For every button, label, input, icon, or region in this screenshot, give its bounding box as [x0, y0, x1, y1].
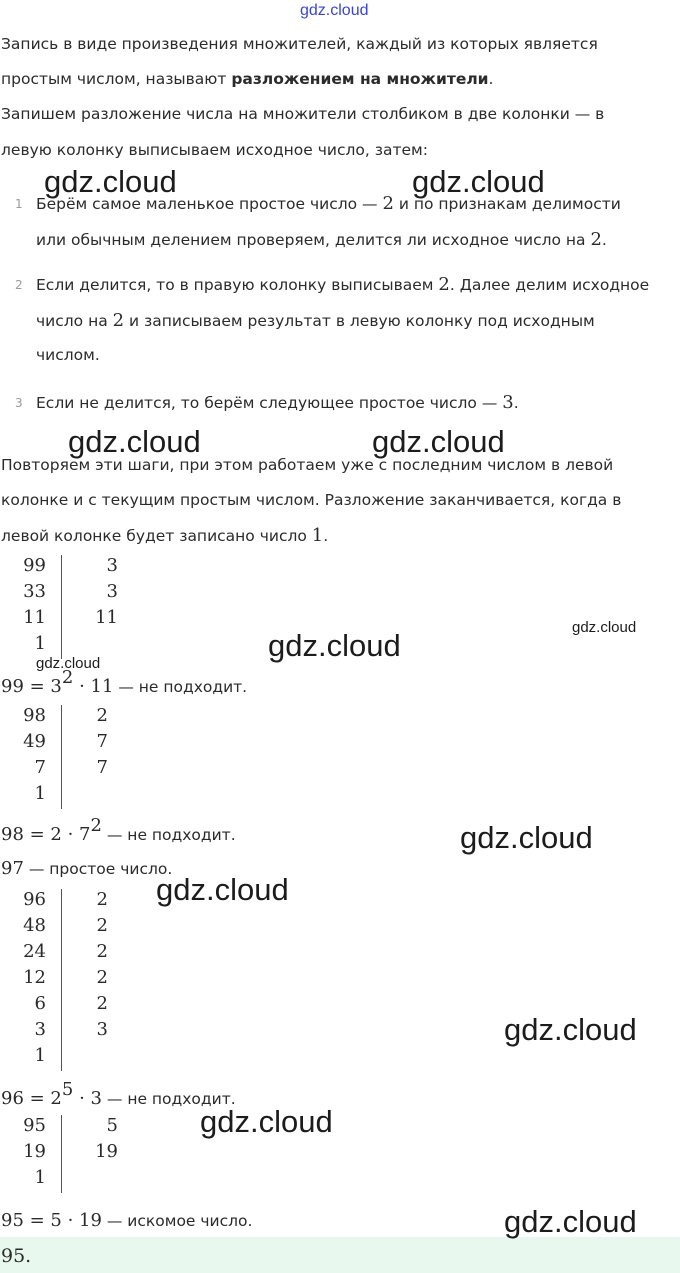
table-96-right-3: 2: [96, 967, 108, 988]
step-1-number: 1: [15, 197, 23, 211]
result-99-math-b: · 11: [73, 676, 114, 697]
table-96-left-1: 48: [23, 915, 46, 936]
watermark: gdz.cloud: [200, 1104, 333, 1139]
table-99-divider: [61, 555, 62, 659]
step-3-line-1: [36, 392, 519, 413]
table-99-left-3: 1: [34, 633, 46, 654]
result-96-text: — не подходит.: [101, 1090, 236, 1108]
repeat-line-1: Повторяем эти шаги, при этом работаем уже с последним числом в левой: [1, 456, 614, 474]
table-98-left-1: 49: [23, 731, 46, 752]
watermark: gdz.cloud: [460, 820, 593, 855]
intro-line-2: [1, 69, 493, 89]
step-2-text-c: число на: [36, 312, 113, 330]
table-99-right-2: 11: [95, 607, 118, 628]
answer-box: [0, 1237, 680, 1273]
result-95-text: — искомое число.: [101, 1212, 253, 1230]
result-95: [1, 1210, 252, 1231]
result-98-exp: 2: [90, 815, 102, 836]
result-97-text: — простое число.: [23, 860, 173, 878]
table-96-right-2: 2: [96, 941, 108, 962]
result-95-math: 95 = 5 · 19: [1, 1210, 102, 1231]
repeat-line-3: [1, 526, 328, 546]
result-96-math-a: 96 = 2: [1, 1088, 62, 1109]
repeat-text-b: .: [323, 527, 329, 545]
step-3-number: 3: [15, 396, 23, 410]
table-99-left-0: 99: [23, 555, 46, 576]
answer-value: 95.: [1, 1245, 32, 1267]
table-98-divider: [61, 705, 62, 809]
watermark: gdz.cloud: [572, 619, 637, 636]
table-99-left-2: 11: [23, 607, 46, 628]
step-2-number: 2: [15, 278, 23, 292]
step-3-text-a: Если не делится, то берём следующее простое число —: [36, 394, 503, 412]
term-factorization: разложением на множители: [231, 70, 489, 88]
result-97-math: 97: [1, 858, 24, 879]
result-98: [1, 815, 236, 845]
step-1-math-a: 2: [382, 193, 394, 214]
intro-line-1: Запись в виде произведения множителей, каждый из которых является: [1, 35, 598, 53]
step-2-text-d: и записываем результат в левую колонку под исходным: [124, 312, 595, 330]
table-95-right-0: 5: [106, 1115, 118, 1136]
table-96-left-2: 24: [23, 941, 46, 962]
result-99-exp: 2: [61, 667, 74, 688]
step-3-text-b: .: [513, 394, 519, 412]
table-95-right-1: 19: [95, 1141, 118, 1162]
step-2-line-3: числом.: [36, 346, 100, 364]
table-96-right-0: 2: [96, 889, 108, 910]
table-95-left-1: 19: [23, 1141, 46, 1162]
table-98-left-2: 7: [34, 757, 46, 778]
step-1-text-c: или обычным делением проверяем, делится ли исходное число на: [36, 231, 591, 249]
top-watermark: gdz.cloud: [300, 2, 369, 19]
table-99-left-1: 33: [23, 581, 46, 602]
intro-line-2-suffix: .: [488, 70, 494, 88]
table-96-left-3: 12: [23, 967, 46, 988]
table-96-divider: [61, 889, 62, 1071]
repeat-math: 1: [311, 525, 324, 546]
table-96-left-5: 3: [34, 1019, 46, 1040]
repeat-text-a: левой колонке будет записано число: [1, 527, 312, 545]
step-3-math-a: 3: [502, 392, 514, 413]
table-96-left-0: 96: [23, 889, 46, 910]
result-99-math-a: 99 = 3: [1, 676, 62, 697]
table-96-left-4: 6: [34, 993, 46, 1014]
table-98-left-3: 1: [34, 783, 46, 804]
result-98-text: — не подходит.: [101, 826, 236, 844]
table-95-left-0: 95: [23, 1115, 46, 1136]
watermark: gdz.cloud: [156, 872, 289, 907]
watermark: gdz.cloud: [372, 424, 505, 459]
step-2-line-1: [36, 274, 649, 295]
watermark: gdz.cloud: [68, 424, 201, 459]
step-1-math-b: 2: [590, 229, 602, 250]
repeat-line-2: колонке и с текущим простым числом. Разложение заканчивается, когда в: [1, 491, 622, 509]
watermark: gdz.cloud: [36, 655, 101, 672]
table-95-divider: [61, 1115, 62, 1193]
step-2-math-b: 2: [112, 310, 125, 331]
step-2-line-2: [36, 310, 595, 331]
result-96-math-b: · 3: [73, 1088, 102, 1109]
table-98-right-2: 7: [96, 757, 108, 778]
watermark: gdz.cloud: [504, 1012, 637, 1047]
table-98-left-0: 98: [23, 705, 46, 726]
watermark: gdz.cloud: [412, 164, 545, 199]
step-1-text-a: Берём самое маленькое простое число —: [36, 195, 383, 213]
watermark: gdz.cloud: [268, 628, 401, 663]
step-1-text-b: и по признакам делимости: [393, 195, 621, 213]
intro-line-2-prefix: простым числом, называют: [1, 70, 232, 88]
result-99-text: — не подходит.: [113, 678, 248, 696]
table-96-right-4: 2: [96, 993, 108, 1014]
intro-line-3: Запишем разложение числа на множители столбиком в две колонки — в: [1, 105, 605, 123]
intro-line-4: левую колонку выписываем исходное число, затем:: [1, 141, 428, 159]
step-2-text-b: . Далее делим исходное: [449, 276, 650, 294]
table-98-right-0: 2: [96, 705, 108, 726]
watermark: gdz.cloud: [504, 1204, 637, 1239]
step-2-math-a: 2: [438, 274, 450, 295]
table-98-right-1: 7: [96, 731, 108, 752]
table-95-left-2: 1: [34, 1167, 46, 1188]
table-99-right-0: 3: [106, 555, 118, 576]
table-96-right-5: 3: [96, 1019, 108, 1040]
watermark: gdz.cloud: [44, 164, 177, 199]
step-2-text-a: Если делится, то в правую колонку выписываем: [36, 276, 439, 294]
table-96-left-6: 1: [34, 1045, 46, 1066]
step-1-text-d: .: [601, 231, 607, 249]
result-99: [1, 667, 248, 697]
step-1-line-2: [36, 229, 607, 250]
table-96-right-1: 2: [96, 915, 108, 936]
table-99-right-1: 3: [106, 581, 118, 602]
result-97: [1, 858, 172, 879]
result-98-math-a: 98 = 2 · 7: [1, 824, 91, 845]
result-96-exp: 5: [61, 1079, 74, 1100]
